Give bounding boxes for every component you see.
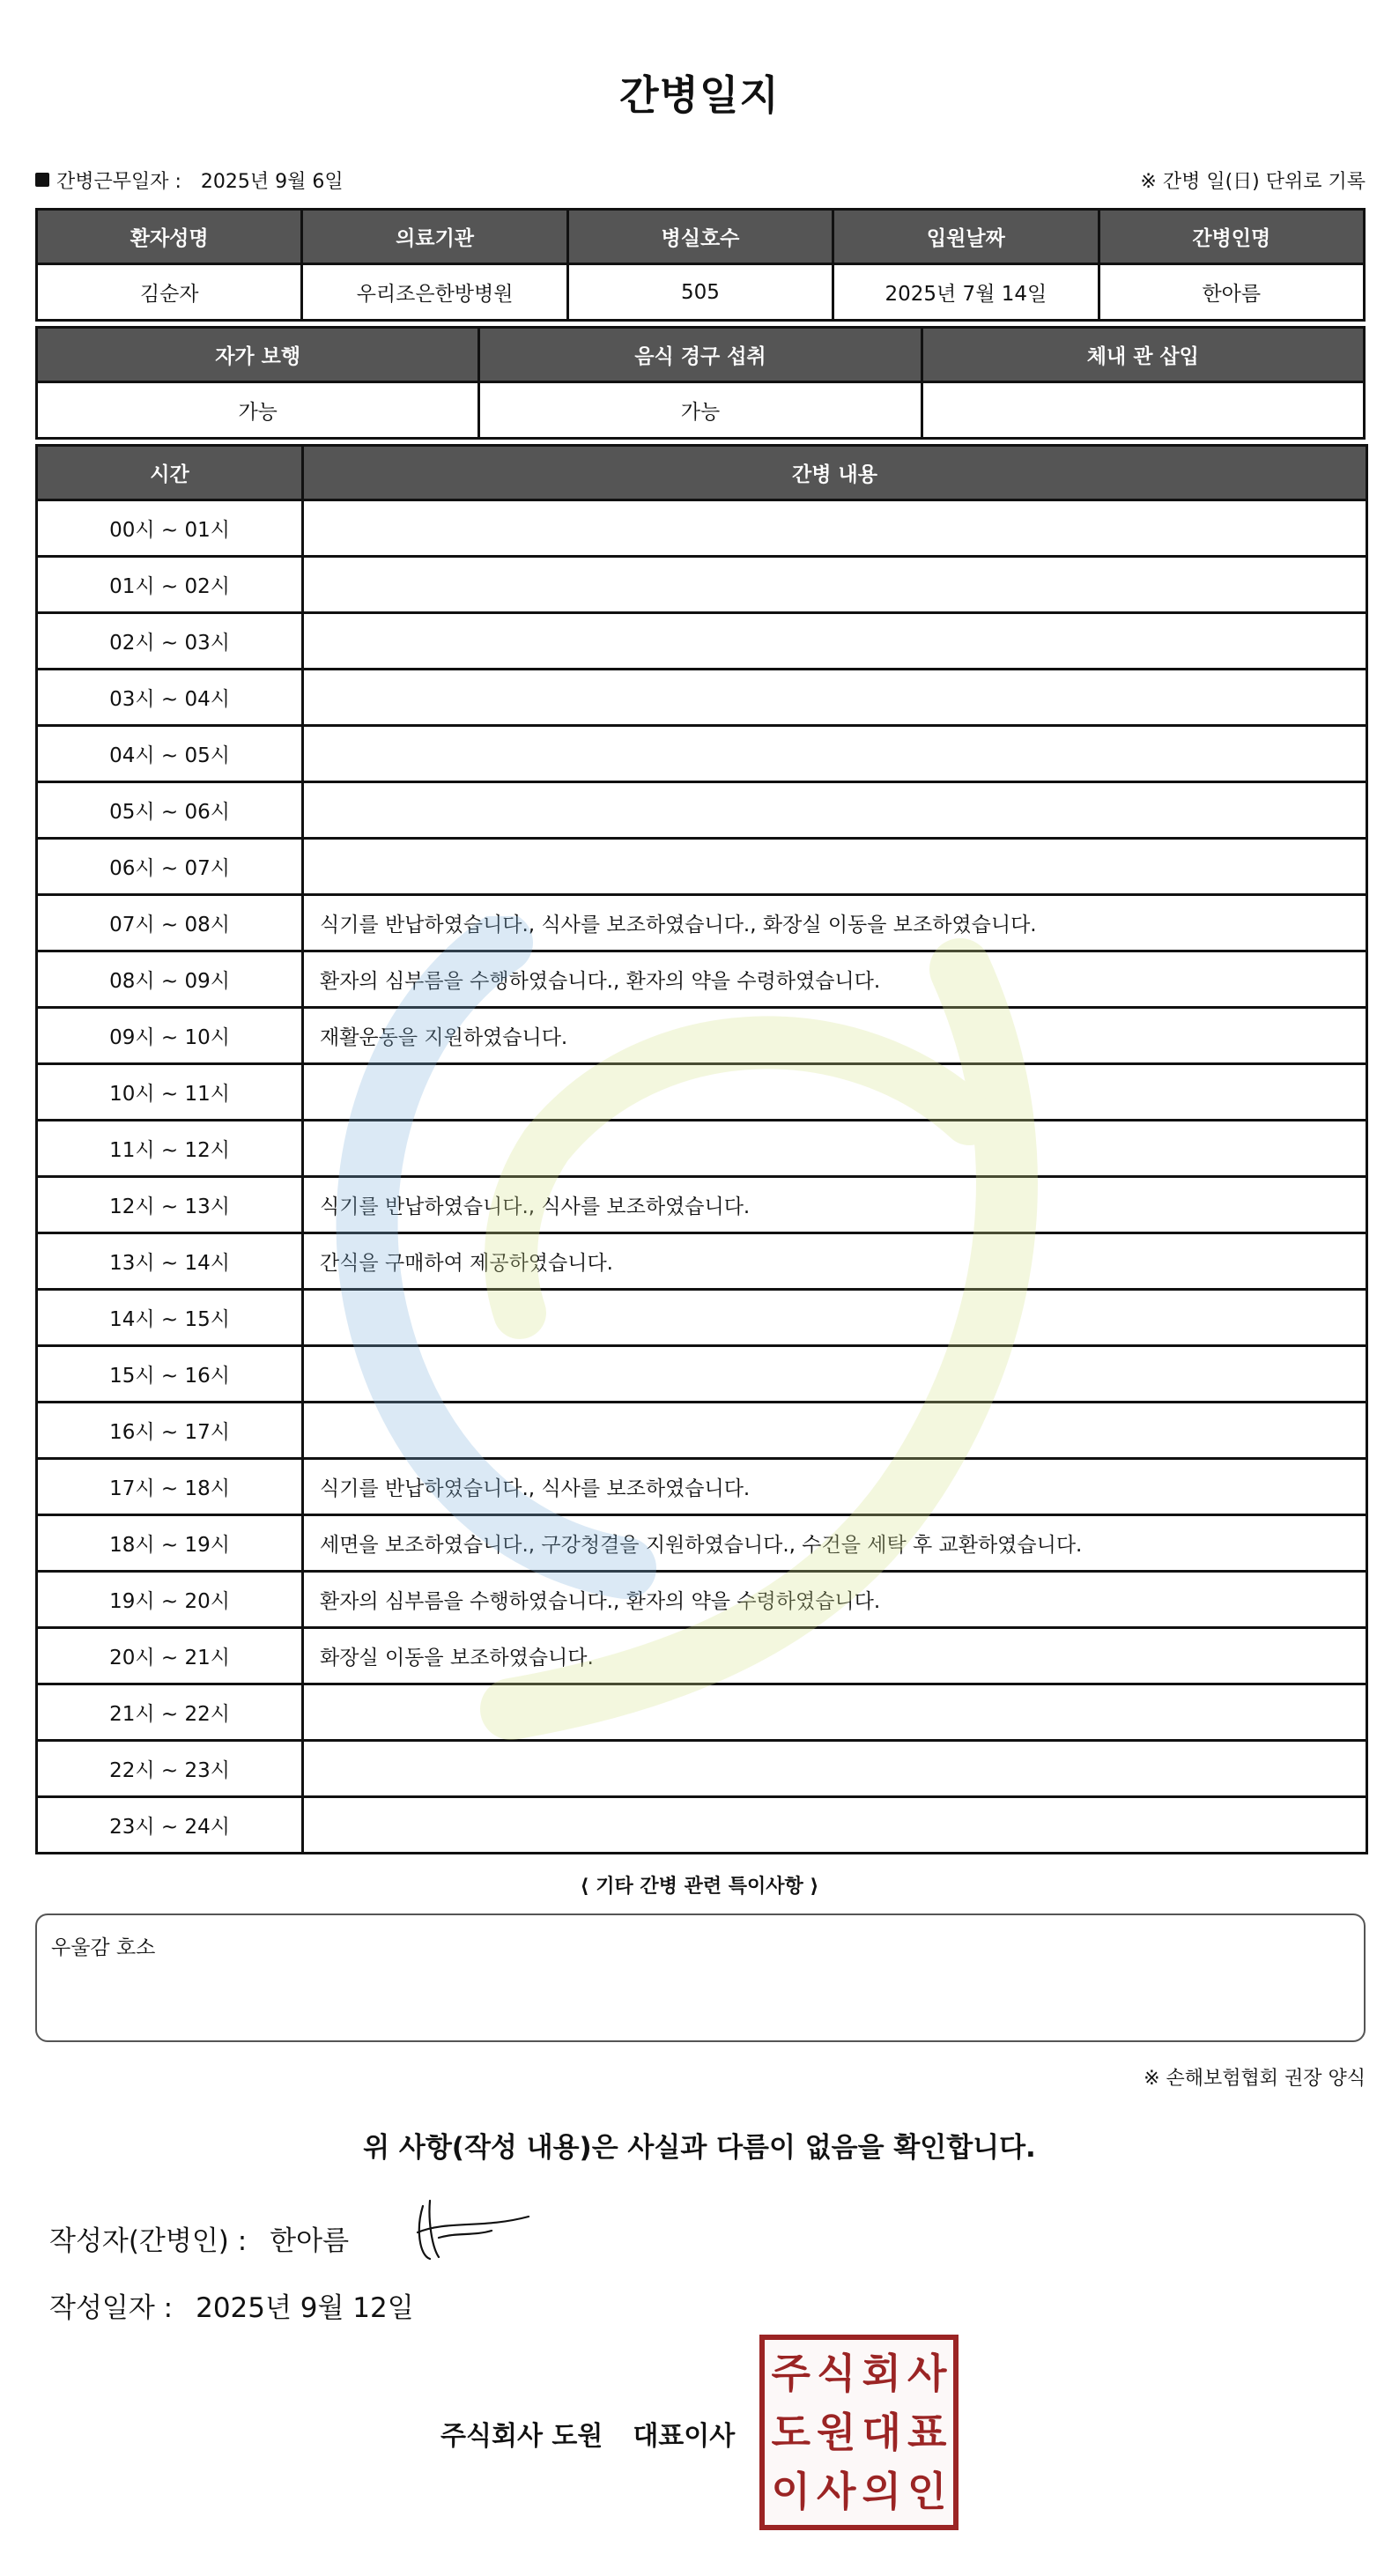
table-row [37, 1628, 1367, 1684]
log-time-cell: 09시 ~ 10시 [37, 1008, 303, 1064]
log-content-cell [303, 782, 1367, 839]
seal-glyph: 주 [771, 2349, 811, 2397]
seal-glyph: 인 [907, 2468, 947, 2516]
log-time-cell: 22시 ~ 23시 [37, 1741, 303, 1797]
tube-insertion-value [922, 382, 1364, 439]
table-row [37, 1290, 1367, 1346]
table-row [37, 1008, 1367, 1064]
patient-status-header-row [37, 328, 1365, 382]
seal-glyph: 도 [771, 2408, 811, 2456]
table-row [37, 1797, 1367, 1854]
table-row [37, 1064, 1367, 1121]
self-walking-value: 가능 [37, 382, 479, 439]
writer-label: 작성자(간병인) : [49, 2225, 248, 2257]
log-content-cell: 세면을 보조하였습니다., 구강청결을 지원하였습니다., 수건을 세탁 후 교환하였습니다. [303, 1515, 1367, 1572]
log-content-cell: 환자의 심부름을 수행하였습니다., 환자의 약을 수령하였습니다. [303, 1572, 1367, 1628]
log-content-cell [303, 500, 1367, 557]
table-row [37, 613, 1367, 670]
header-caregiver-name: 간병인명 [1099, 210, 1364, 264]
admission-date: 2025년 7월 14일 [833, 264, 1099, 321]
log-content-cell [303, 1121, 1367, 1177]
care-log-table [35, 444, 1368, 1854]
signature-icon [412, 2194, 536, 2264]
seal-glyph: 식 [817, 2349, 856, 2397]
log-time-cell: 14시 ~ 15시 [37, 1290, 303, 1346]
bullet-square-icon [35, 173, 49, 187]
seal-glyph: 회 [862, 2349, 901, 2397]
confirmation-statement: 위 사항(작성 내용)은 사실과 다름이 없음을 확인합니다. [363, 2132, 1036, 2164]
table-row [37, 726, 1367, 782]
written-date-value: 2025년 9월 12일 [196, 2292, 414, 2324]
log-content-cell [303, 1797, 1367, 1854]
log-time-cell: 15시 ~ 16시 [37, 1346, 303, 1403]
seal-glyph: 원 [817, 2408, 856, 2456]
seal-glyph: 이 [771, 2468, 811, 2516]
log-content-cell: 간식을 구매하여 제공하였습니다. [303, 1233, 1367, 1290]
remarks-title: ⟨ 기타 간병 관련 특이사항 ⟩ [580, 1876, 819, 1898]
log-content-cell: 재활운동을 지원하였습니다. [303, 1008, 1367, 1064]
table-row [37, 839, 1367, 895]
log-time-cell: 21시 ~ 22시 [37, 1684, 303, 1741]
log-content-cell [303, 1290, 1367, 1346]
log-content-cell [303, 557, 1367, 613]
log-time-cell: 04시 ~ 05시 [37, 726, 303, 782]
log-time-cell: 19시 ~ 20시 [37, 1572, 303, 1628]
log-time-cell: 07시 ~ 08시 [37, 895, 303, 951]
log-time-cell: 16시 ~ 17시 [37, 1403, 303, 1459]
work-date-label: 간병근무일자 : [56, 170, 181, 193]
log-time-cell: 11시 ~ 12시 [37, 1121, 303, 1177]
table-row [37, 951, 1367, 1008]
room-number: 505 [567, 264, 833, 321]
remarks-box [35, 1913, 1366, 2042]
remarks-text: 우울감 호소 [51, 1936, 156, 1959]
patient-status-table [35, 326, 1366, 440]
log-content-cell [303, 726, 1367, 782]
log-content-cell: 식기를 반납하였습니다., 식사를 보조하였습니다., 화장실 이동을 보조하였습니다. [303, 895, 1367, 951]
table-row [37, 557, 1367, 613]
log-time-cell: 02시 ~ 03시 [37, 613, 303, 670]
log-time-cell: 20시 ~ 21시 [37, 1628, 303, 1684]
patient-info-value-row [37, 264, 1365, 321]
log-time-cell: 18시 ~ 19시 [37, 1515, 303, 1572]
log-content-cell: 환자의 심부름을 수행하였습니다., 환자의 약을 수령하였습니다. [303, 951, 1367, 1008]
company-ceo-title: 대표이사 [633, 2421, 736, 2452]
header-patient-name: 환자성명 [37, 210, 302, 264]
patient-status-value-row [37, 382, 1365, 439]
table-row [37, 670, 1367, 726]
table-row [37, 500, 1367, 557]
company-seal-stamp [759, 2335, 959, 2530]
form-note: ※ 손해보험협회 권장 양식 [1144, 2068, 1366, 2090]
patient-info-header-row [37, 210, 1365, 264]
caregiver-name: 한아름 [1099, 264, 1364, 321]
table-row [37, 782, 1367, 839]
log-content-cell: 식기를 반납하였습니다., 식사를 보조하였습니다. [303, 1459, 1367, 1515]
seal-glyph: 대 [862, 2408, 901, 2456]
log-content-cell [303, 1684, 1367, 1741]
writer-line [49, 2218, 349, 2258]
written-date-line [49, 2285, 414, 2325]
log-time-cell: 17시 ~ 18시 [37, 1459, 303, 1515]
log-content-cell [303, 1064, 1367, 1121]
log-content-cell [303, 1741, 1367, 1797]
table-row [37, 1741, 1367, 1797]
page-title: 간병일지 [619, 71, 780, 119]
log-time-cell: 23시 ~ 24시 [37, 1797, 303, 1854]
work-date-value: 2025년 9월 6일 [200, 170, 344, 193]
seal-glyph: 의 [862, 2468, 901, 2516]
seal-glyph: 사 [817, 2468, 856, 2516]
table-row [37, 1572, 1367, 1628]
log-content-cell: 식기를 반납하였습니다., 식사를 보조하였습니다. [303, 1177, 1367, 1233]
header-tube-insertion: 체내 관 삽입 [922, 328, 1364, 382]
table-row [37, 1233, 1367, 1290]
care-log-body [37, 500, 1367, 1854]
work-date-group [35, 167, 344, 194]
table-row [37, 895, 1367, 951]
meta-row [35, 164, 1366, 196]
table-row [37, 1684, 1367, 1741]
log-time-cell: 01시 ~ 02시 [37, 557, 303, 613]
unit-note: ※ 간병 일(日) 단위로 기록 [1140, 170, 1366, 193]
log-time-cell: 06시 ~ 07시 [37, 839, 303, 895]
writer-name: 한아름 [270, 2225, 350, 2257]
written-date-label: 작성일자 : [49, 2292, 174, 2324]
log-content-cell [303, 1403, 1367, 1459]
log-content-cell: 화장실 이동을 보조하였습니다. [303, 1628, 1367, 1684]
log-content-cell [303, 613, 1367, 670]
seal-glyph: 사 [907, 2349, 947, 2397]
company-line [440, 2414, 735, 2453]
table-row [37, 1121, 1367, 1177]
patient-info-table [35, 208, 1366, 322]
log-time-cell: 08시 ~ 09시 [37, 951, 303, 1008]
table-row [37, 1515, 1367, 1572]
log-time-cell: 05시 ~ 06시 [37, 782, 303, 839]
log-time-cell: 03시 ~ 04시 [37, 670, 303, 726]
log-time-cell: 12시 ~ 13시 [37, 1177, 303, 1233]
table-row [37, 1177, 1367, 1233]
log-content-cell [303, 1346, 1367, 1403]
log-time-cell: 10시 ~ 11시 [37, 1064, 303, 1121]
table-row [37, 1346, 1367, 1403]
header-care-content: 간병 내용 [303, 446, 1367, 500]
log-content-cell [303, 839, 1367, 895]
oral-intake-value: 가능 [479, 382, 922, 439]
header-room-number: 병실호수 [567, 210, 833, 264]
header-self-walking: 자가 보행 [37, 328, 479, 382]
log-time-cell: 13시 ~ 14시 [37, 1233, 303, 1290]
log-time-cell: 00시 ~ 01시 [37, 500, 303, 557]
log-content-cell [303, 670, 1367, 726]
header-admission-date: 입원날짜 [833, 210, 1099, 264]
patient-name: 김순자 [37, 264, 302, 321]
header-time: 시간 [37, 446, 303, 500]
seal-glyph: 표 [907, 2408, 947, 2456]
table-row [37, 1403, 1367, 1459]
table-row [37, 1459, 1367, 1515]
hospital-name: 우리조은한방병원 [302, 264, 567, 321]
care-log-header-row [37, 446, 1367, 500]
header-oral-intake: 음식 경구 섭취 [479, 328, 922, 382]
header-hospital: 의료기관 [302, 210, 567, 264]
company-name: 주식회사 도원 [440, 2421, 603, 2452]
